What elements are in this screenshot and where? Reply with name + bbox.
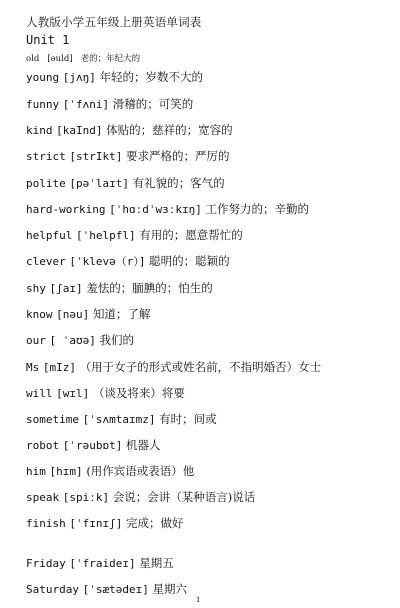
entry-phonetic: [wɪl]: [56, 387, 90, 400]
entry-phonetic: [ˈklevə（r）]: [69, 255, 146, 268]
vocab-entry: [26, 333, 134, 348]
entry-meaning: 要求严格的；严厉的: [126, 149, 230, 163]
vocab-entry: [26, 582, 187, 597]
entry-phonetic: [jʌŋ]: [62, 71, 96, 84]
vocab-entry: [26, 70, 203, 85]
entry-phonetic: [ˈfraideɪ]: [69, 557, 136, 570]
unit-heading: Unit 1: [26, 33, 70, 47]
vocab-entry: [26, 228, 243, 243]
entry-word: helpful: [26, 229, 73, 242]
entry-phonetic: [əuld]: [47, 54, 73, 64]
entry-word: Ms: [26, 361, 40, 374]
entry-word: clever: [26, 255, 66, 268]
entry-word: funny: [26, 98, 60, 111]
entry-word: strict: [26, 150, 66, 163]
vocab-entry: [26, 97, 193, 112]
vocab-entry: [26, 490, 255, 505]
entry-word: sometime: [26, 413, 79, 426]
entry-phonetic: [nəu]: [56, 308, 90, 321]
entry-phonetic: [ˈfɪnɪʃ]: [69, 517, 123, 530]
vocab-entry: [26, 464, 194, 479]
entry-meaning: 聪明的；聪颖的: [149, 254, 230, 268]
entry-meaning: 有用的；愿意帮忙的: [139, 228, 243, 242]
vocab-entry: [26, 386, 185, 401]
entry-phonetic: [ˈsætədeɪ]: [82, 583, 149, 596]
vocab-entry: [26, 123, 233, 138]
page-number: 1: [196, 596, 201, 604]
entry-phonetic: [ˈhɑːdˈwɜːkɪŋ]: [109, 203, 202, 216]
entry-word: robot: [26, 439, 60, 452]
entry-word: hard-working: [26, 203, 106, 216]
entry-phonetic: [strIkt]: [69, 150, 123, 163]
entry-word: our: [26, 334, 46, 347]
entry-phonetic: [ʃaɪ]: [49, 282, 83, 295]
entry-phonetic: [spiːk]: [62, 491, 110, 504]
vocab-entry: [26, 556, 174, 571]
vocab-entry: [26, 516, 184, 531]
entry-meaning: 老的；年纪大的: [80, 54, 141, 64]
entry-meaning: 会说；会讲（某种语言)说话: [112, 490, 256, 504]
entry-meaning: 有时；间或: [159, 412, 217, 426]
entry-phonetic: [ˈhelpfl]: [76, 229, 136, 242]
entry-meaning: 机器人: [126, 438, 161, 452]
entry-word: young: [26, 71, 60, 84]
entry-meaning: 有礼貌的；客气的: [132, 176, 225, 190]
document-title: 人教版小学五年级上册英语单词表: [26, 15, 202, 29]
vocab-entry: [26, 202, 309, 217]
entry-meaning: 羞怯的；腼腆的；怕生的: [86, 281, 213, 295]
vocab-entry: [26, 281, 213, 296]
entry-word: kind: [26, 124, 53, 137]
vocab-entry: [26, 176, 225, 191]
entry-phonetic: [mIz]: [42, 361, 77, 374]
entry-meaning: 工作努力的；辛勤的: [205, 202, 310, 216]
entry-meaning: 完成；做好: [126, 516, 184, 530]
entry-meaning: (用作宾语或表语）他: [86, 464, 195, 478]
entry-meaning: 滑稽的；可笑的: [112, 97, 194, 111]
entry-phonetic: [pəˈlaɪt]: [69, 177, 130, 190]
entry-phonetic: [kaInd]: [56, 124, 103, 137]
vocab-entry: [26, 360, 321, 375]
vocab-entry: [26, 307, 150, 322]
entry-meaning: 体贴的；慈祥的；宽容的: [106, 123, 233, 137]
entry-meaning: 我们的: [99, 333, 135, 347]
entry-word: Saturday: [26, 583, 79, 596]
entry-meaning: 星期五: [139, 556, 174, 570]
entry-meaning: 星期六: [152, 582, 188, 596]
vocab-entry: [26, 438, 161, 453]
entry-phonetic: [hɪm]: [49, 465, 83, 478]
entry-meaning: 年轻的；岁数不大的: [99, 70, 204, 84]
entry-phonetic: [ˈfʌni]: [62, 98, 110, 111]
entry-meaning: 知道；了解: [92, 307, 151, 321]
vocab-entry: [26, 254, 230, 269]
entry-word: shy: [26, 282, 46, 295]
entry-phonetic: [ ˈaʊə]: [49, 334, 96, 347]
entry-word: old: [26, 54, 40, 64]
entry-word: Friday: [26, 557, 66, 570]
entry-meaning: （谈及将来）将要: [92, 386, 185, 400]
vocab-entry: [26, 412, 217, 427]
entry-meaning: （用于女子的形式或姓名前，不指明婚否）女士: [79, 360, 322, 374]
entry-phonetic: [ˈrəubɒt]: [62, 439, 123, 452]
entry-word: will: [26, 387, 53, 400]
entry-word: him: [26, 465, 46, 478]
entry-phonetic: [ˈsʌmtaɪmz]: [82, 413, 156, 426]
entry-word: know: [26, 308, 53, 321]
vocab-entry: [26, 149, 230, 164]
entry-word: finish: [26, 517, 66, 530]
entry-word: speak: [26, 491, 60, 504]
entry-word: polite: [26, 177, 66, 190]
